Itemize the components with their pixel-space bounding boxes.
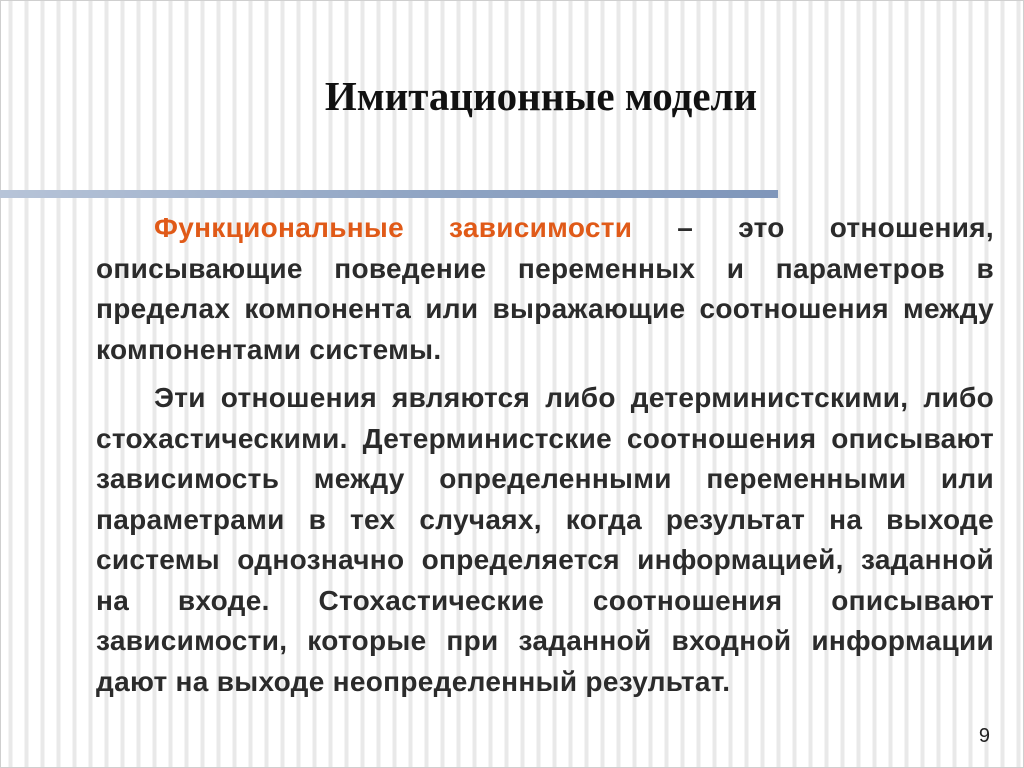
slide-body (96, 208, 994, 702)
highlighted-term: Функциональные зависимости (154, 212, 633, 243)
definition-paragraph (96, 208, 994, 370)
slide-title: Имитационные модели (324, 73, 758, 119)
definition-text: – это отношения, описывающие поведение переменных и параметров в пределах компонента или выражающие соотношения между компонентами системы. (96, 212, 994, 365)
page-number: 9 (978, 725, 990, 747)
explanation-paragraph: Эти отношения являются либо детерминистскими, либо стохастическими. Детерминистские соотношения описывают зависимость между определенными переменными или параметрами в тех случаях, когда результат на выходе системы однозначно определяется информацией, заданной на входе. Стохастические соотношения описывают зависимости, которые при заданной входной информации дают на выходе неопределенный результат. (96, 382, 994, 697)
title-underline-rule (0, 190, 778, 198)
